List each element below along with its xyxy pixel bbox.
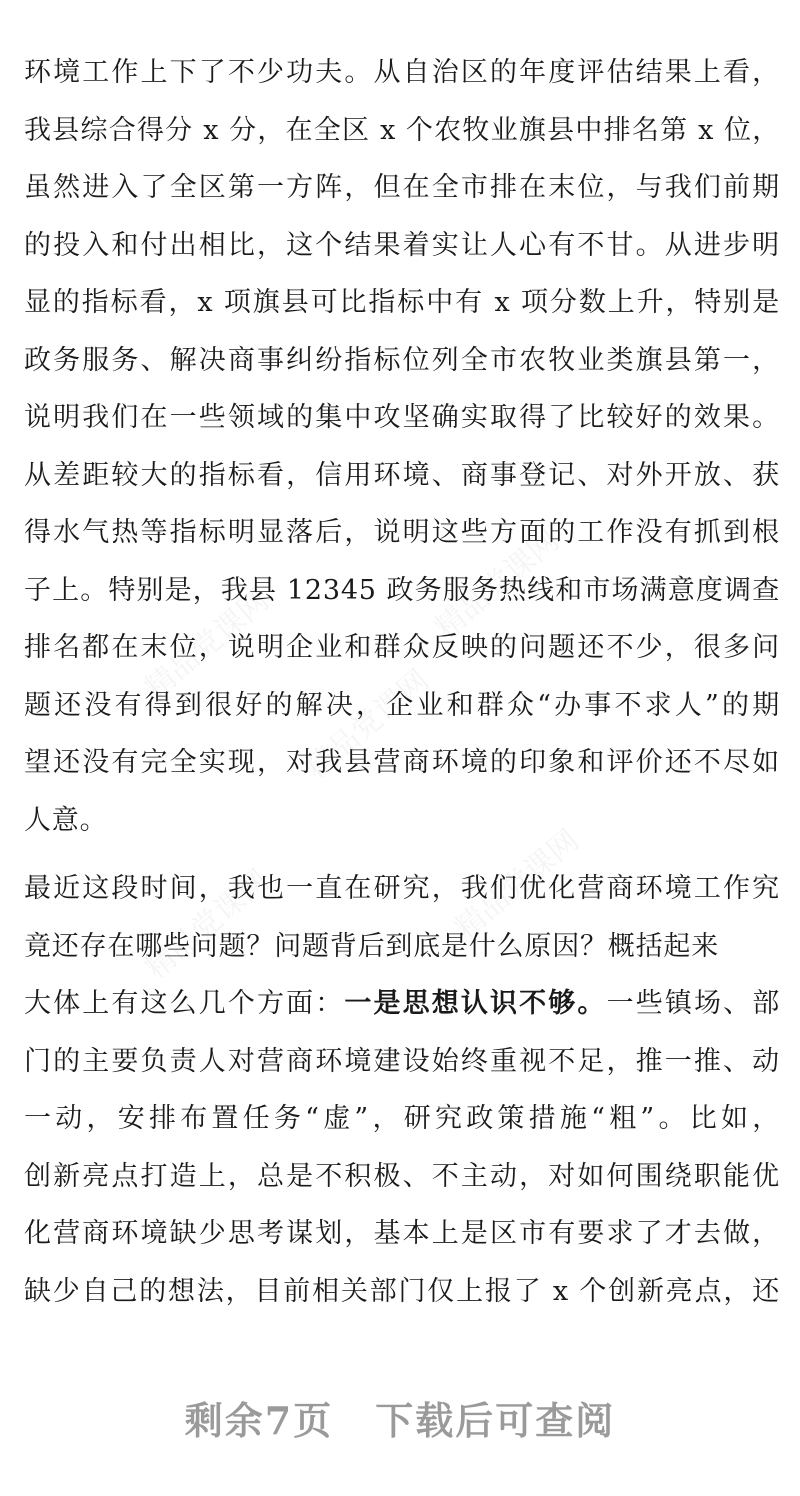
paragraph-line: 门的主要负责人对营商环境建设始终重视不足，推一推、动 [24, 1045, 780, 1077]
paragraph-line-with-heading [24, 975, 780, 1033]
remaining-pages-label: 剩余7页 [184, 1398, 334, 1443]
line-suffix: 一些镇场、部 [606, 988, 780, 1019]
paragraph-1 [24, 44, 780, 849]
download-notice[interactable] [0, 1390, 800, 1445]
paragraph-line: 人意。 [24, 804, 108, 836]
paragraph-line: 子上。特别是，我县 12345 政务服务热线和市场满意度调查 [24, 574, 780, 606]
paragraph-line: 得水气热等指标明显落后，说明这些方面的工作没有抓到根 [24, 517, 780, 548]
paragraph-line: 创新亮点打造上，总是不积极、不主动，对如何围绕职能优 [24, 1160, 780, 1192]
paragraph-line: 我县综合得分 x 分，在全区 x 个农牧业旗县中排名第 x 位， [24, 114, 780, 146]
paragraph-line: 显的指标看，x 项旗县可比指标中有 x 项分数上升，特别是 [24, 287, 780, 318]
paragraph-line: 竟还存在哪些问题？问题背后到底是什么原因？概括起来 [24, 930, 719, 962]
paragraph-line: 最近这段时间，我也一直在研究，我们优化营商环境工作究 [24, 873, 780, 904]
paragraph-line: 排名都在末位，说明企业和群众反映的问题还不少，很多问 [24, 632, 780, 663]
paragraph-line: 的投入和付出相比，这个结果着实让人心有不甘。从进步明 [24, 229, 780, 261]
bold-heading: 一是思想认识不够。 [344, 988, 607, 1019]
paragraph-line: 从差距较大的指标看，信用环境、商事登记、对外开放、获 [24, 459, 780, 491]
paragraph-line: 望还没有完全实现，对我县营商环境的印象和评价还不尽如 [24, 747, 780, 778]
download-to-read-label: 下载后可查阅 [375, 1398, 616, 1443]
paragraph-line: 环境工作上下了不少功夫。从自治区的年度评估结果上看， [24, 57, 780, 88]
paragraph-line: 政务服务、解决商事纠纷指标位列全市农牧业类旗县第一， [24, 344, 780, 376]
paragraph-line: 缺少自己的想法，目前相关部门仅上报了 x 个创新亮点，还 [24, 1275, 780, 1307]
paragraph-line: 说明我们在一些领域的集中攻坚确实取得了比较好的效果。 [24, 402, 780, 433]
paragraph-line: 一动，安排布置任务“虚”，研究政策措施“粗”。比如， [24, 1103, 780, 1134]
paragraph-line: 题还没有得到很好的解决，企业和群众“办事不求人”的期 [24, 689, 780, 721]
paragraph-2 [24, 860, 780, 1320]
paragraph-line: 虽然进入了全区第一方阵，但在全市排在末位，与我们前期 [24, 172, 780, 203]
line-prefix: 大体上有这么几个方面： [24, 988, 345, 1019]
paragraph-line: 化营商环境缺少思考谋划，基本上是区市有要求了才去做， [24, 1218, 780, 1249]
